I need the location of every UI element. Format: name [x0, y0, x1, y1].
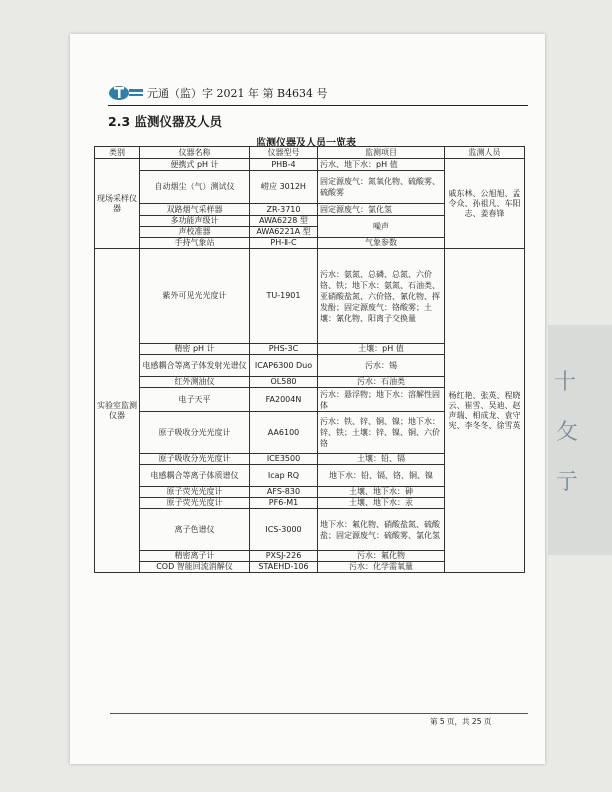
instrument-model: PHS-3C: [250, 344, 318, 355]
instrument-name: 便携式 pH 计: [140, 159, 250, 171]
monitoring-item: 土壤：铅、镉: [318, 454, 445, 465]
instrument-name: 多功能声级计: [140, 216, 250, 227]
table-row: [95, 159, 525, 171]
instrument-name: 原子荧光光度计: [140, 487, 250, 498]
section-title: 2.3 监测仪器及人员: [108, 114, 222, 129]
table-row: [95, 249, 525, 344]
instrument-model: Icap RQ: [250, 465, 318, 487]
monitoring-item: 固定源废气：氮氧化物、硫酸雾、硫酸雾: [318, 171, 445, 204]
instrument-name: COD 智能回流消解仪: [140, 562, 250, 573]
instrument-personnel-table: [94, 146, 525, 573]
adjacent-page-edge: 十 攵 亍: [548, 325, 612, 555]
category-field: 现场采样仪器: [95, 159, 140, 249]
instrument-name: 原子吸收分光光度计: [140, 412, 250, 454]
footer-rule: [110, 713, 528, 714]
monitoring-item: 地下水：铅、镉、铬、铜、镍: [318, 465, 445, 487]
instrument-name: 电子天平: [140, 388, 250, 412]
monitoring-item: 污水：化学需氧量: [318, 562, 445, 573]
header-monitoring-item: 监测项目: [318, 147, 445, 159]
instrument-model: ZR-3710: [250, 204, 318, 216]
monitoring-item: 土壤：pH 值: [318, 344, 445, 355]
header-model: 仪器型号: [250, 147, 318, 159]
monitoring-item: 固定源废气：氯化氢: [318, 204, 445, 216]
instrument-name: 紫外可见光光度计: [140, 249, 250, 344]
instrument-model: FA2004N: [250, 388, 318, 412]
monitoring-item: 污水：悬浮物；地下水：溶解性固体: [318, 388, 445, 412]
instrument-model: 崂应 3012H: [250, 171, 318, 204]
monitoring-item: 噪声: [318, 216, 445, 238]
instrument-name: 电感耦合等离子体发射光谱仪: [140, 355, 250, 377]
page-number: 第 5 页，共 25 页: [430, 717, 492, 726]
instrument-name: 双路烟气采样器: [140, 204, 250, 216]
header-rule: [108, 105, 528, 106]
instrument-name: 精密 pH 计: [140, 344, 250, 355]
monitoring-item: 污水、地下水：pH 值: [318, 159, 445, 171]
instrument-name: 精密离子计: [140, 551, 250, 562]
instrument-model: ICAP6300 Duo: [250, 355, 318, 377]
personnel-field: 杨红艳、张英、程晓云、崔雪、吴迪、赵声瑞、相成龙、袁守宪、李冬冬、徐雪英: [445, 249, 525, 573]
personnel-field: 戚东林、公旭旭、孟令众、孙祖凡、车阳志、姜春锋: [445, 159, 525, 249]
table-title: 监测仪器及人员一览表: [256, 138, 356, 149]
report-reference: 元通（监）字 2021 年 第 B4634 号: [147, 87, 328, 100]
instrument-name: 声校准器: [140, 227, 250, 238]
instrument-model: AWA6221A 型: [250, 227, 318, 238]
instrument-model: ICE3500: [250, 454, 318, 465]
instrument-name: 自动烟尘（气）测试仪: [140, 171, 250, 204]
header-personnel: 监测人员: [445, 147, 525, 159]
instrument-name: 原子吸收分光光度计: [140, 454, 250, 465]
instrument-model: AA6100: [250, 412, 318, 454]
instrument-name: 离子色谱仪: [140, 509, 250, 551]
instrument-name: 红外测油仪: [140, 377, 250, 388]
instrument-name: 电感耦合等离子体质谱仪: [140, 465, 250, 487]
monitoring-item: 污水：石油类: [318, 377, 445, 388]
instrument-model: PF6-M1: [250, 498, 318, 509]
monitoring-item: 气象参数: [318, 238, 445, 249]
table-header-row: [95, 147, 525, 159]
monitoring-item: 污水：锡: [318, 355, 445, 377]
instrument-model: PH-Ⅱ-C: [250, 238, 318, 249]
instrument-model: AWA6228 型: [250, 216, 318, 227]
company-logo-icon: [108, 84, 144, 102]
monitoring-item: 土壤、地下水：汞: [318, 498, 445, 509]
header-instrument-name: 仪器名称: [140, 147, 250, 159]
instrument-model: OL580: [250, 377, 318, 388]
instrument-model: TU-1901: [250, 249, 318, 344]
instrument-model: STAEHD-106: [250, 562, 318, 573]
instrument-model: ICS-3000: [250, 509, 318, 551]
instrument-name: 原子荧光光度计: [140, 498, 250, 509]
instrument-model: AFS-830: [250, 487, 318, 498]
instrument-name: 手持气象站: [140, 238, 250, 249]
monitoring-item: 污水：氟化物: [318, 551, 445, 562]
monitoring-item: 土壤、地下水：砷: [318, 487, 445, 498]
monitoring-item: 地下水：氟化物、硝酸盐氮、硫酸盐；固定源废气：硫酸雾、氯化氢: [318, 509, 445, 551]
monitoring-item: 污水：氨氮、总磷、总氮、六价铬、铁；地下水：氨氮、石油类、亚硝酸盐氮、六价铬、氰化物、挥发酚；固定源废气：铬酸雾；土壤：氰化物、阳离子交换量: [318, 249, 445, 344]
category-field: 实验室监测仪器: [95, 249, 140, 573]
header-category: 类别: [95, 147, 140, 159]
instrument-model: PHB-4: [250, 159, 318, 171]
monitoring-item: 污水：铁、锌、铜、镍；地下水：锌、铁；土壤：锌、镍、铜、六价铬: [318, 412, 445, 454]
instrument-model: PXSJ-226: [250, 551, 318, 562]
